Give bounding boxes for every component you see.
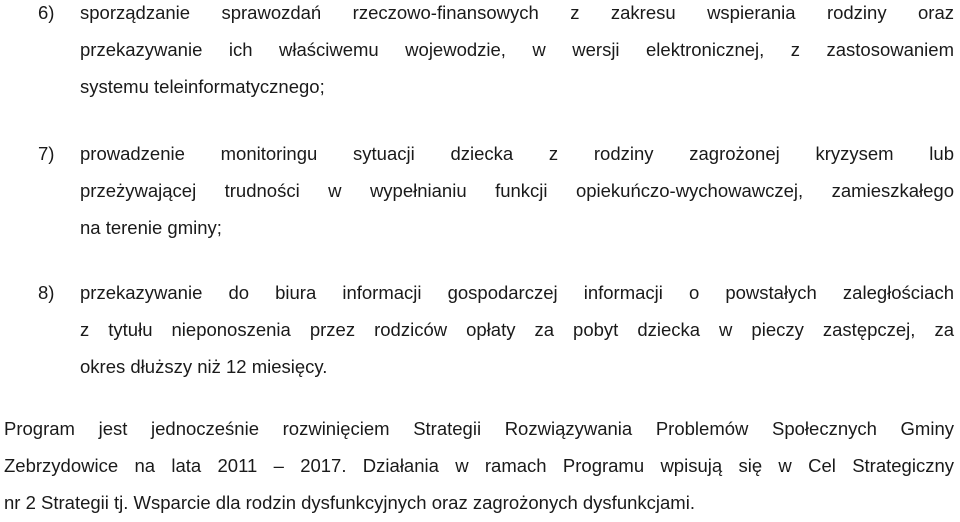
text-line: nr 2 Strategii tj. Wsparcie dla rodzin dysfunkcyjnych oraz zagrożonych dysfunkcjami. — [4, 492, 695, 513]
list-item-number: 8) — [38, 282, 55, 303]
text-line: przeżywającej trudności w wypełnianiu funkcji opiekuńczo-wychowawczej, zamieszkałego — [80, 180, 954, 201]
text-line: z tytułu nieponoszenia przez rodziców opłaty za pobyt dziecka w pieczy zastępczej, za — [80, 319, 954, 340]
text-line: przekazywanie ich właściwemu wojewodzie, w wersji elektronicznej, z zastosowaniem — [80, 39, 954, 60]
text-line: Zebrzydowice na lata 2011 – 2017. Działania w ramach Programu wpisują się w Cel Strategiczny — [4, 455, 954, 476]
list-item-text — [80, 274, 954, 385]
text-line: okres dłuższy niż 12 miesięcy. — [80, 356, 328, 377]
text-line: systemu teleinformatycznego; — [80, 76, 325, 97]
text-line: na terenie gminy; — [80, 217, 222, 238]
text-line: Program jest jednocześnie rozwinięciem Strategii Rozwiązywania Problemów Społecznych Gminy — [4, 418, 954, 439]
list-item-text — [80, 0, 954, 105]
text-line: sporządzanie sprawozdań rzeczowo-finansowych z zakresu wspierania rodziny oraz — [80, 2, 954, 23]
list-item-number: 6) — [38, 2, 55, 23]
program-paragraph — [4, 410, 954, 521]
text-line: przekazywanie do biura informacji gospodarczej informacji o powstałych zaległościach — [80, 282, 954, 303]
list-item-text — [80, 135, 954, 246]
list-item-number: 7) — [38, 143, 55, 164]
text-line: prowadzenie monitoringu sytuacji dziecka z rodziny zagrożonej kryzysem lub — [80, 143, 954, 164]
